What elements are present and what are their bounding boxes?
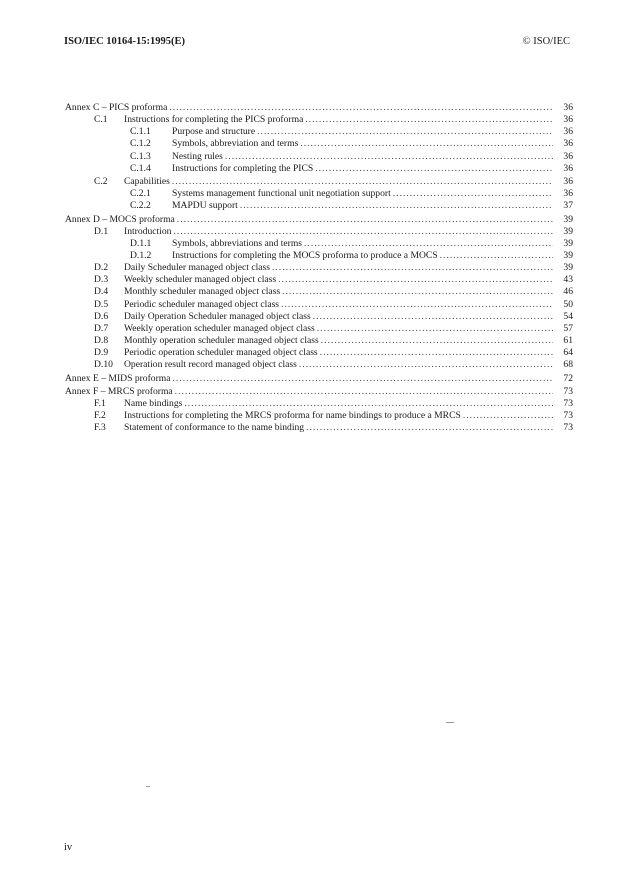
toc-entry-title: Capabilities bbox=[124, 176, 170, 188]
toc-entry-page: 36 bbox=[563, 188, 573, 200]
toc-entry[interactable] bbox=[65, 226, 573, 238]
dot-leader bbox=[278, 274, 553, 286]
toc-entry-title: Operation result record managed object class bbox=[124, 359, 297, 371]
dot-leader bbox=[304, 238, 553, 250]
toc-entry-title: Monthly operation scheduler managed object class bbox=[124, 335, 319, 347]
toc-entry-page: 39 bbox=[563, 213, 573, 225]
table-of-contents bbox=[65, 102, 573, 435]
dot-leader bbox=[184, 398, 553, 410]
dot-leader bbox=[175, 386, 553, 398]
toc-entry-title: Instructions for completing the MOCS proforma to produce a MOCS bbox=[172, 250, 438, 262]
dot-leader bbox=[306, 422, 553, 434]
dot-leader bbox=[321, 335, 553, 347]
dot-leader bbox=[169, 102, 553, 114]
toc-entry-number: C.1 bbox=[94, 114, 108, 126]
scan-speck bbox=[146, 786, 150, 787]
toc-entry[interactable] bbox=[65, 286, 573, 298]
toc-entry-number: C.1.3 bbox=[130, 150, 151, 162]
toc-entry-page: 50 bbox=[563, 298, 573, 310]
toc-entry[interactable] bbox=[65, 311, 573, 323]
toc-entry-number: D.10 bbox=[94, 359, 113, 371]
toc-entry[interactable] bbox=[65, 214, 573, 226]
toc-entry-title: Daily Operation Scheduler managed object class bbox=[124, 310, 311, 322]
dot-leader bbox=[440, 250, 553, 262]
toc-entry-title: Statement of conformance to the name binding bbox=[124, 422, 305, 434]
toc-entry[interactable] bbox=[65, 151, 573, 163]
dot-leader bbox=[300, 138, 553, 150]
toc-entry-page: 39 bbox=[563, 225, 573, 237]
toc-entry-number: D.7 bbox=[94, 322, 109, 334]
toc-entry-page: 37 bbox=[563, 200, 573, 212]
toc-entry-title: Nesting rules bbox=[172, 150, 223, 162]
toc-entry[interactable] bbox=[65, 126, 573, 138]
toc-entry-number: C.1.1 bbox=[130, 126, 151, 138]
toc-entry-page: 43 bbox=[563, 274, 573, 286]
toc-entry-number: C.2 bbox=[94, 176, 108, 188]
toc-entry-number: C.1.2 bbox=[130, 138, 151, 150]
page-number: iv bbox=[64, 842, 73, 853]
toc-entry-title: Purpose and structure bbox=[172, 126, 256, 138]
toc-entry-page: 61 bbox=[563, 335, 573, 347]
toc-entry-title: Periodic scheduler managed object class bbox=[124, 298, 280, 310]
dot-leader bbox=[282, 286, 553, 298]
toc-entry-page: 57 bbox=[563, 322, 573, 334]
toc-entry[interactable] bbox=[65, 114, 573, 126]
dot-leader bbox=[172, 176, 553, 188]
toc-entry-title: Weekly scheduler managed object class bbox=[124, 274, 277, 286]
toc-entry[interactable] bbox=[65, 410, 573, 422]
dot-leader bbox=[320, 347, 553, 359]
toc-entry-title: Annex E – MIDS proforma bbox=[65, 372, 171, 384]
toc-entry[interactable] bbox=[65, 386, 573, 398]
toc-entry-number: D.1 bbox=[94, 225, 109, 237]
toc-entry-page: 39 bbox=[563, 237, 573, 249]
toc-entry-number: D.2 bbox=[94, 262, 109, 274]
toc-entry-number: D.1.2 bbox=[130, 250, 152, 262]
toc-entry-number: F.1 bbox=[94, 398, 106, 410]
toc-entry[interactable] bbox=[65, 398, 573, 410]
toc-entry-title: Name bindings bbox=[124, 398, 183, 410]
toc-entry-number: D.4 bbox=[94, 286, 109, 298]
toc-entry-title: Instructions for completing the MRCS proforma for name bindings to produce a MRCS bbox=[124, 410, 461, 422]
toc-entry[interactable] bbox=[65, 238, 573, 250]
dot-leader bbox=[315, 163, 553, 175]
toc-entry-page: 73 bbox=[563, 422, 573, 434]
toc-entry-title: MAPDU support bbox=[172, 200, 238, 212]
toc-entry-title: Annex D – MOCS proforma bbox=[65, 213, 175, 225]
dot-leader bbox=[257, 126, 553, 138]
dot-leader bbox=[313, 311, 553, 323]
toc-entry[interactable] bbox=[65, 262, 573, 274]
dot-leader bbox=[225, 151, 553, 163]
toc-entry-page: 36 bbox=[563, 126, 573, 138]
toc-entry-page: 39 bbox=[563, 250, 573, 262]
toc-entry-title: Annex F – MRCS proforma bbox=[65, 385, 173, 397]
toc-entry[interactable] bbox=[65, 335, 573, 347]
toc-entry-number: C.2.2 bbox=[130, 200, 151, 212]
toc-entry-title: Symbols, abbreviations and terms bbox=[172, 237, 303, 249]
toc-entry-page: 73 bbox=[563, 385, 573, 397]
toc-entry-title: Instructions for completing the PICS bbox=[172, 162, 314, 174]
toc-entry-number: F.3 bbox=[94, 422, 106, 434]
toc-entry-page: 39 bbox=[563, 262, 573, 274]
copyright-notice: © ISO/IEC bbox=[522, 36, 570, 47]
toc-entry-page: 54 bbox=[563, 310, 573, 322]
dot-leader bbox=[393, 188, 553, 200]
toc-entry-title: Annex C – PICS proforma bbox=[65, 102, 168, 113]
dot-leader bbox=[173, 373, 553, 385]
toc-entry-title: Periodic operation scheduler managed object class bbox=[124, 347, 318, 359]
toc-entry-number: D.3 bbox=[94, 274, 109, 286]
dot-leader bbox=[177, 214, 553, 226]
toc-entry-page: 36 bbox=[563, 176, 573, 188]
toc-entry-number: C.1.4 bbox=[130, 162, 151, 174]
toc-entry-title: Symbols, abbreviation and terms bbox=[172, 138, 299, 150]
toc-entry[interactable] bbox=[65, 347, 573, 359]
toc-entry-number: D.9 bbox=[94, 347, 109, 359]
toc-entry[interactable] bbox=[65, 323, 573, 335]
toc-entry-title: Instructions for completing the PICS proforma bbox=[124, 114, 304, 126]
document-id: ISO/IEC 10164-15:1995(E) bbox=[64, 36, 186, 47]
toc-entry[interactable] bbox=[65, 299, 573, 311]
toc-entry-number: D.5 bbox=[94, 298, 109, 310]
toc-entry-page: 36 bbox=[563, 114, 573, 126]
dot-leader bbox=[240, 200, 553, 212]
toc-entry-number: F.2 bbox=[94, 410, 106, 422]
scan-speck bbox=[446, 722, 454, 723]
dot-leader bbox=[272, 262, 553, 274]
dot-leader bbox=[463, 410, 553, 422]
toc-entry-page: 73 bbox=[563, 398, 573, 410]
toc-entry[interactable] bbox=[65, 200, 573, 212]
toc-entry-title: Daily Scheduler managed object class bbox=[124, 262, 270, 274]
toc-entry[interactable] bbox=[65, 102, 573, 114]
toc-entry-page: 36 bbox=[563, 102, 573, 113]
toc-entry-page: 46 bbox=[563, 286, 573, 298]
toc-entry[interactable] bbox=[65, 274, 573, 286]
dot-leader bbox=[305, 114, 553, 126]
toc-entry-title: Introduction bbox=[124, 225, 172, 237]
toc-entry-page: 36 bbox=[563, 162, 573, 174]
toc-entry-page: 73 bbox=[563, 410, 573, 422]
toc-entry-number: D.1.1 bbox=[130, 237, 152, 249]
toc-entry-page: 72 bbox=[563, 372, 573, 384]
toc-entry-title: Monthly scheduler managed object class bbox=[124, 286, 281, 298]
dot-leader bbox=[317, 323, 553, 335]
toc-entry-number: D.6 bbox=[94, 310, 109, 322]
toc-entry-page: 68 bbox=[563, 359, 573, 371]
toc-entry[interactable] bbox=[65, 373, 573, 385]
toc-entry[interactable] bbox=[65, 359, 573, 371]
toc-entry[interactable] bbox=[65, 176, 573, 188]
dot-leader bbox=[281, 299, 553, 311]
dot-leader bbox=[299, 359, 553, 371]
toc-entry-title: Weekly operation scheduler managed object class bbox=[124, 322, 315, 334]
toc-entry[interactable] bbox=[65, 422, 573, 434]
toc-entry[interactable] bbox=[65, 188, 573, 200]
toc-entry-page: 36 bbox=[563, 150, 573, 162]
toc-entry[interactable] bbox=[65, 250, 573, 262]
toc-entry[interactable] bbox=[65, 138, 573, 150]
toc-entry-number: D.8 bbox=[94, 335, 109, 347]
dot-leader bbox=[173, 226, 553, 238]
toc-entry-page: 36 bbox=[563, 138, 573, 150]
toc-entry[interactable] bbox=[65, 163, 573, 175]
toc-entry-page: 64 bbox=[563, 347, 573, 359]
toc-entry-number: C.2.1 bbox=[130, 188, 151, 200]
toc-entry-title: Systems management functional unit negotiation support bbox=[172, 188, 391, 200]
